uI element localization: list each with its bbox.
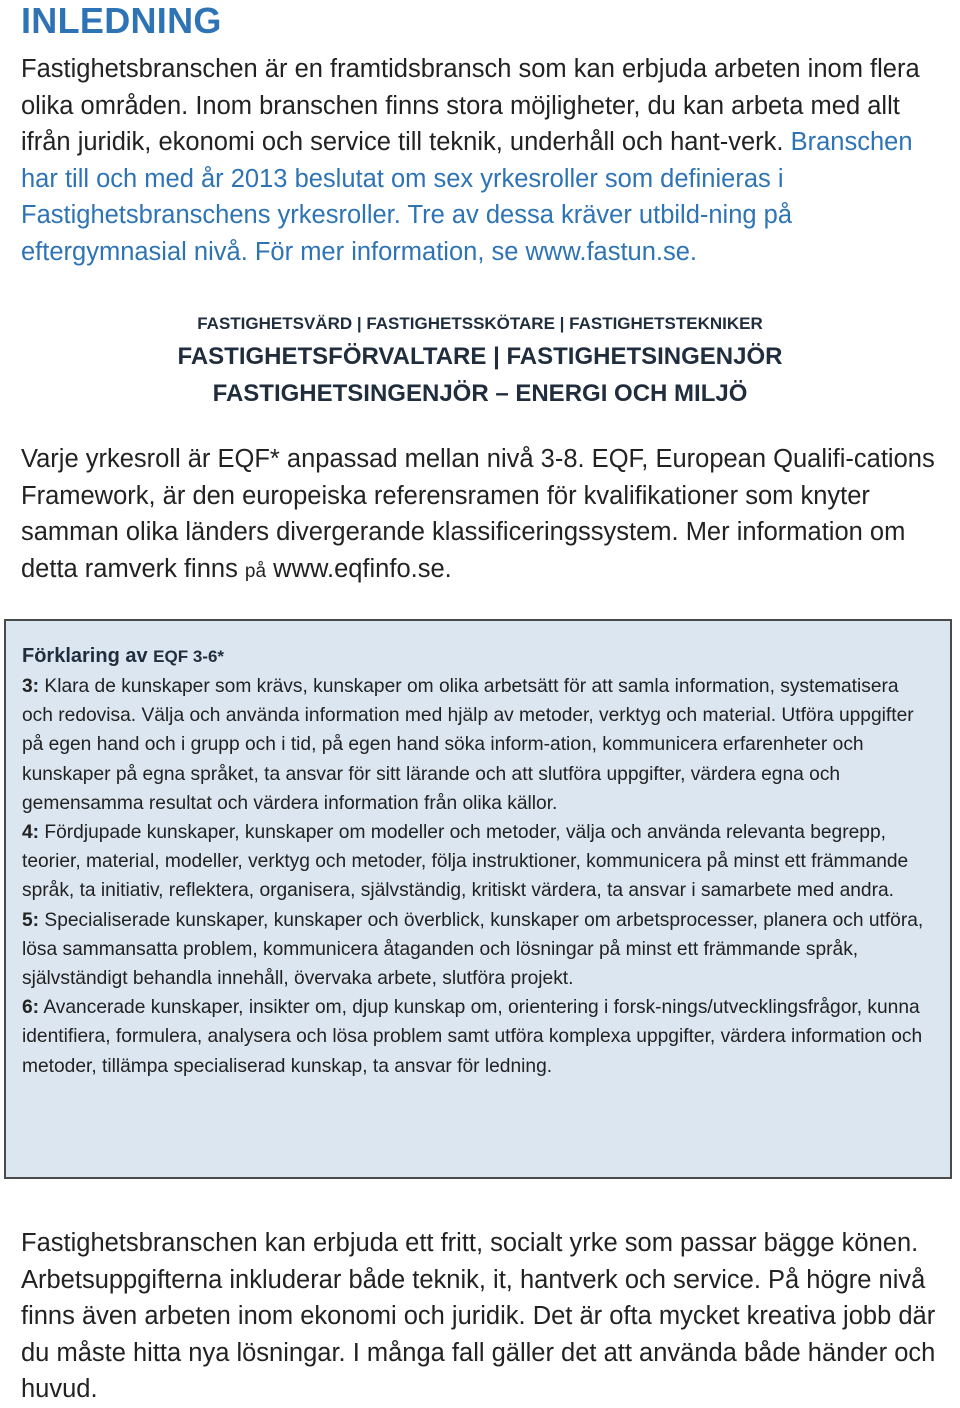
roles-line-3: FASTIGHETSINGENJÖR – ENERGI OCH MILJÖ (212, 380, 748, 407)
box-title-part2: EQF 3-6* (153, 647, 225, 666)
level-text: Fördjupade kunskaper, kunskaper om modeller och metoder, välja och använda relevanta begrepp, teorier, material, modeller, verktyg och metoder, följa instruktioner, kommunicera på minst ett främmande språk, ta initiativ, reflektera, organisera, självständig, kritiskt värdera, ta ansvar i samarbete med andra. (22, 822, 909, 902)
level-text: Avancerade kunskaper, insikter om, djup kunskap om, orientering i forsk-nings/utvecklingsfrågor, kunna identifiera, formulera, analysera och lösa problem samt utföra komplexa uppgifter, värdera information och metoder, tillämpa specialiserad kunskap, ta ansvar för ledning. (22, 997, 923, 1077)
roles-line-1: FASTIGHETSVÄRD | FASTIGHETSSKÖTARE | FASTIGHETSTEKNIKER (197, 314, 763, 333)
roles-line-2: FASTIGHETSFÖRVALTARE | FASTIGHETSINGENJÖR (177, 343, 783, 370)
box-title (22, 641, 934, 672)
eqf-link: www.eqfinfo.se. (266, 554, 452, 583)
outro-paragraph: Fastighetsbranschen kan erbjuda ett fritt, socialt yrke som passar bägge könen. Arbetsuppgifterna inkluderar både teknik, it, hantverk och service. På högre nivå finns även arbeten inom ekonomi och juridik. Det är ofta mycket kreativa jobb där du måste hitta nya lösningar. I många fall gäller det att använda både händer och huvud. (21, 1229, 936, 1403)
eqf-level-4 (22, 818, 934, 906)
level-text: Specialiserade kunskaper, kunskaper och överblick, kunskaper om arbetsprocesser, planera och utföra, lösa sammansatta problem, kommunicera åtaganden och lösningar på minst ett främmande språk, självständigt behandla innehåll, övervaka arbete, slutföra projekt. (22, 909, 924, 990)
intro-text-part1: Fastighetsbranschen är en framtidsbransch som kan erbjuda arbeten inom flera olika områden. Inom branschen finns stora möjligheter, du kan arbeta med allt ifrån juridik, ekonomi och service till teknik, underhåll och hant-verk. (21, 55, 920, 156)
eqf-small-word: på (244, 560, 267, 582)
intro-paragraph (21, 51, 936, 270)
page-heading: INLEDNING (21, 0, 222, 41)
level-number: 6: (22, 997, 40, 1019)
level-number: 4: (22, 822, 40, 844)
eqf-explanation-box (4, 619, 952, 1179)
level-number: 5: (22, 909, 40, 931)
eqf-level-3 (22, 672, 934, 818)
professional-roles (0, 310, 960, 412)
eqf-level-6 (22, 993, 934, 1081)
eqf-level-5 (22, 906, 934, 994)
eqf-text: Varje yrkesroll är EQF* anpassad mellan nivå 3-8. EQF, European Qualifi-cations Framework, är den europeiska referensramen för kvalifikationer som knyter samman olika länders divergerande klassificeringssystem. Mer information om detta ramverk finns (21, 445, 935, 583)
level-text: Klara de kunskaper som krävs, kunskaper om olika arbetsätt för att samla information, systematisera och redovisa. Välja och använda information med hjälp av metoder, verktyg och material. Utföra uppgifter på egen hand och i grupp och i tid, på egen hand söka inform-ation, kommunicera erfarenheter och kunskaper på egna språket, ta ansvar för sitt lärande och att slutföra uppgifter, värdera egna och gemensamma resultat och värdera information från olika källor. (22, 676, 914, 814)
intro-text-part2: Branschen har till och med år 2013 beslutat om sex yrkesroller som definieras i Fastighetsbranschens yrkesroller. Tre av dessa kräver utbild-ning på eftergymnasial nivå. För mer information, se www.fastun.se. (21, 128, 913, 266)
level-number: 3: (22, 676, 40, 697)
box-title-part1: Förklaring av (22, 645, 154, 667)
eqf-paragraph (21, 441, 936, 590)
